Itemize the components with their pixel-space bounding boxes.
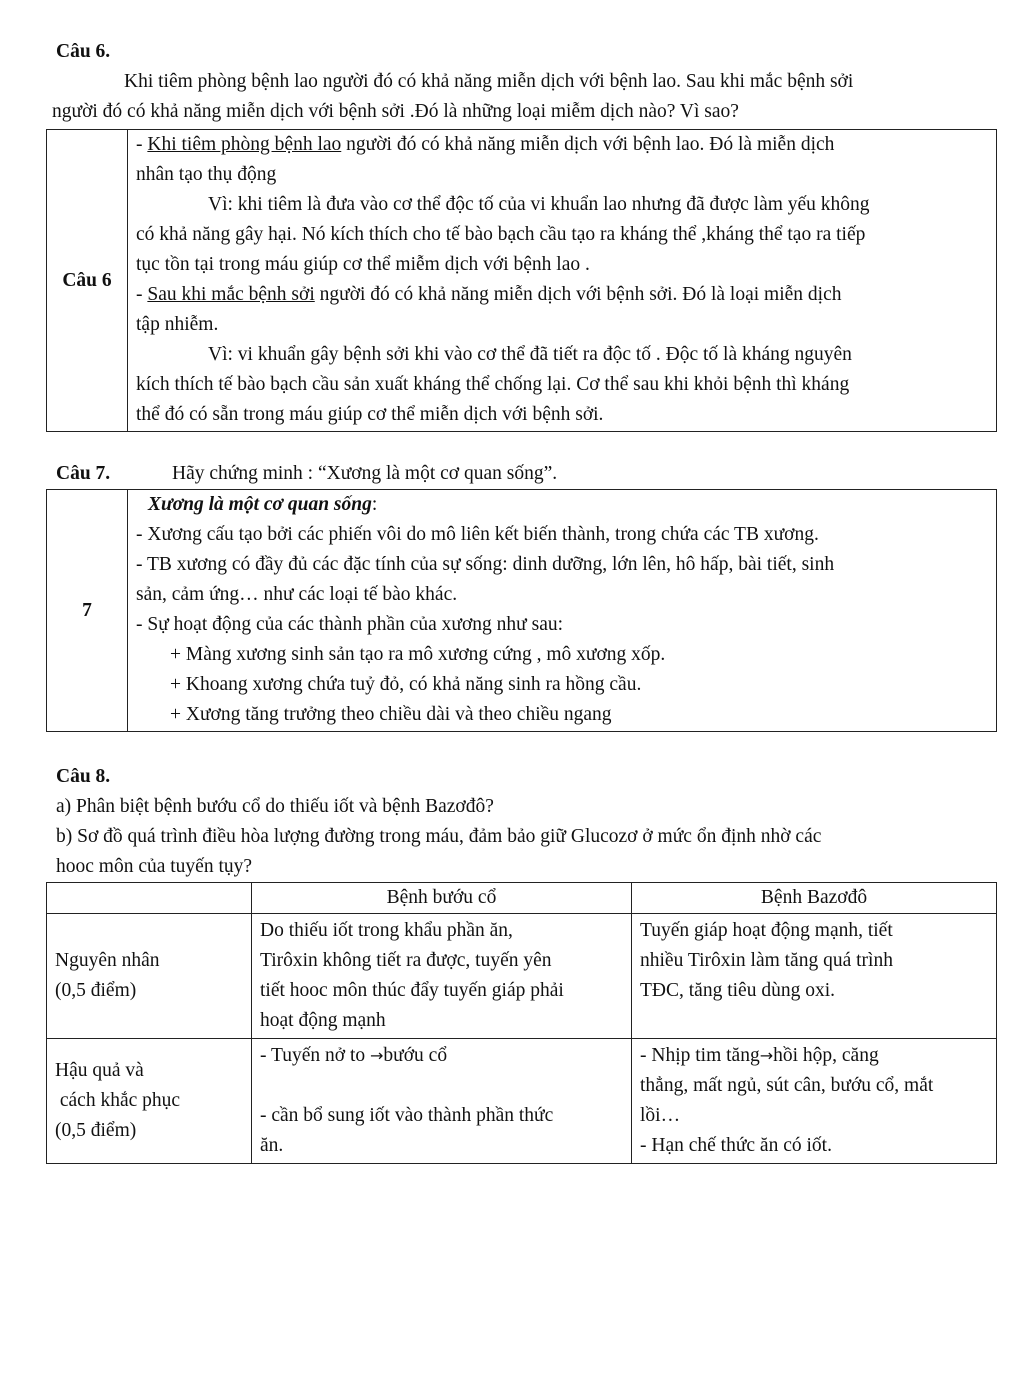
q8-table-corner <box>47 883 252 914</box>
q8-row-label-hau-qua <box>47 1039 252 1164</box>
q7-line7: + Xương tăng trưởng theo chiều dài và theo chiều ngang <box>170 704 612 725</box>
arrow-right-icon: → <box>370 1046 384 1065</box>
q7-line4: - Sự hoạt động của các thành phần của xương như sau: <box>136 614 564 635</box>
q6-question-line2: người đó có khả năng miễn dịch với bệnh sởi .Đó là những loại miễm dịch nào? Vì sao? <box>52 101 739 122</box>
q8-cell-buou-co-hau-qua <box>252 1039 632 1164</box>
q6-b-rest: người đó có khả năng miễn dịch với bệnh sởi. Đó là loại miễn dịch <box>314 284 842 305</box>
q8-r2c1-line1 <box>260 1041 623 1071</box>
q8-r1c2-line3: TĐC, tăng tiêu dùng oxi. <box>640 980 835 1001</box>
q7-answer-table <box>46 489 997 732</box>
q6-b-dash: - <box>136 284 148 305</box>
q8-r1c1-line3: tiết hooc môn thúc đẩy tuyến giáp phải <box>260 980 564 1001</box>
q6-a-rest: người đó có khả năng miễn dịch với bệnh lao. Đó là miễn dịch <box>341 134 835 155</box>
q6-question-line1: Khi tiêm phòng bệnh lao người đó có khả năng miễn dịch với bệnh lao. Sau khi mắc bệnh sởi <box>124 71 854 92</box>
q8-r2c1-line3: - cần bổ sung iốt vào thành phần thức <box>260 1105 554 1126</box>
q7-answer-title <box>136 490 990 520</box>
q8-r2c1-post: bướu cổ <box>383 1045 448 1066</box>
arrow-right-icon: → <box>759 1046 774 1065</box>
q8-heading: Câu 8. <box>56 766 111 787</box>
q6-answer-b-line1 <box>136 280 990 310</box>
q7-answer-cell <box>128 490 997 732</box>
q6-answer-table <box>46 129 997 432</box>
q8-r1c1-line2: Tirôxin không tiết ra được, tuyến yên <box>260 950 552 971</box>
q7-line1: - Xương cấu tạo bởi các phiến vôi do mô liên kết biến thành, trong chứa các TB xương. <box>136 524 819 545</box>
q8-r2c1-spacer <box>260 1071 623 1101</box>
q6-answer-a-line1 <box>136 130 990 160</box>
q6-answer-b-line2: tập nhiễm. <box>136 314 219 335</box>
q8-part-b-line1: b) Sơ đồ quá trình điều hòa lượng đường trong máu, đảm bảo giữ Glucozơ ở mức ổn định nhờ các <box>56 826 822 847</box>
q8-cell-buou-co-nguyen-nhan <box>252 914 632 1039</box>
q6-answer-a-line4: có khả năng gây hại. Nó kích thích cho tế bào bạch cầu tạo ra kháng thể ,kháng thể tạo ra tiếp <box>136 224 866 245</box>
q8-r2c1-pre: - Tuyến nở to <box>260 1045 371 1066</box>
q6-row-label: Câu 6 <box>47 130 128 432</box>
q8-col-header-buou-co: Bệnh bướu cổ <box>252 883 632 914</box>
q7-line6: + Khoang xương chứa tuỷ đỏ, có khả năng sinh ra hồng cầu. <box>170 674 642 695</box>
q8-r1c2-line1: Tuyến giáp hoạt động mạnh, tiết <box>640 920 893 941</box>
q8-r2c2-post: hồi hộp, căng <box>773 1045 879 1066</box>
q8-r2c2-pre: - Nhịp tim tăng <box>640 1045 760 1066</box>
q6-answer-a-line5: tục tồn tại trong máu giúp cơ thể miễm dịch với bệnh lao . <box>136 254 590 275</box>
q6-heading: Câu 6. <box>56 41 111 62</box>
q8-row2-label-line2: cách khắc phục <box>55 1090 181 1111</box>
q8-part-a: a) Phân biệt bệnh bướu cổ do thiếu iốt và bệnh Bazơđô? <box>56 796 494 817</box>
q8-r2c2-line2: thẳng, mất ngủ, sút cân, bướu cổ, mắt <box>640 1075 934 1096</box>
q8-row2-label-line3: (0,5 điểm) <box>55 1120 137 1141</box>
q8-r2c2-line1 <box>640 1041 988 1071</box>
q8-row1-label-line2: (0,5 điểm) <box>55 980 137 1001</box>
q8-cell-bazodo-nguyen-nhan <box>632 914 997 1039</box>
q6-a-underlined: Khi tiêm phòng bệnh lao <box>147 134 342 155</box>
q7-line3: sản, cảm ứng… như các loại tế bào khác. <box>136 584 458 605</box>
q8-col-header-bazodo: Bệnh Bazơđô <box>632 883 997 914</box>
q6-answer-b-line3: Vì: vi khuẩn gây bệnh sởi khi vào cơ thể đã tiết ra độc tố . Độc tố là kháng nguyên <box>208 344 852 365</box>
q7-heading: Câu 7. <box>56 463 111 484</box>
q8-cell-bazodo-hau-qua <box>632 1039 997 1164</box>
q7-question: Hãy chứng minh : “Xương là một cơ quan sống”. <box>172 463 558 484</box>
q8-comparison-table <box>46 882 997 1164</box>
q8-part-b-line2: hooc môn của tuyến tụy? <box>56 856 253 877</box>
q6-answer-a-line3: Vì: khi tiêm là đưa vào cơ thể độc tố của vi khuẩn lao nhưng đã được làm yếu không <box>208 194 870 215</box>
q6-answer-cell <box>128 130 997 432</box>
q8-row-label-nguyen-nhan <box>47 914 252 1039</box>
q7-title-colon: : <box>371 494 378 515</box>
q6-a-dash: - <box>136 134 148 155</box>
q8-r1c2-line2: nhiều Tirôxin làm tăng quá trình <box>640 950 893 971</box>
q6-answer-a-line2: nhân tạo thụ động <box>136 164 277 185</box>
q6-answer-b-line4: kích thích tế bào bạch cầu sản xuất kháng thể chống lại. Cơ thể sau khi khỏi bệnh thì kháng <box>136 374 850 395</box>
q7-row-label: 7 <box>47 490 128 732</box>
q6-b-underlined: Sau khi mắc bệnh sởi <box>147 284 315 305</box>
q7-line2: - TB xương có đầy đủ các đặc tính của sự sống: dinh dưỡng, lớn lên, hô hấp, bài tiết, sinh <box>136 554 835 575</box>
q7-title-text: Xương là một cơ quan sống <box>148 494 372 515</box>
q6-answer-b-line5: thể đó có sẵn trong máu giúp cơ thể miễn dịch với bệnh sởi. <box>136 404 604 425</box>
q8-r2c2-line4: - Hạn chế thức ăn có iốt. <box>640 1135 832 1156</box>
q8-r2c2-line3: lồi… <box>640 1105 681 1126</box>
q8-r1c1-line1: Do thiếu iốt trong khẩu phần ăn, <box>260 920 513 941</box>
q7-title-row <box>56 459 557 489</box>
q8-r1c1-line4: hoạt động mạnh <box>260 1010 386 1031</box>
q8-row1-label-line1: Nguyên nhân <box>55 950 160 971</box>
q8-row2-label-line1: Hậu quả và <box>55 1060 144 1081</box>
q7-line5: + Màng xương sinh sản tạo ra mô xương cứng , mô xương xốp. <box>170 644 666 665</box>
q8-r2c1-line4: ăn. <box>260 1135 284 1156</box>
